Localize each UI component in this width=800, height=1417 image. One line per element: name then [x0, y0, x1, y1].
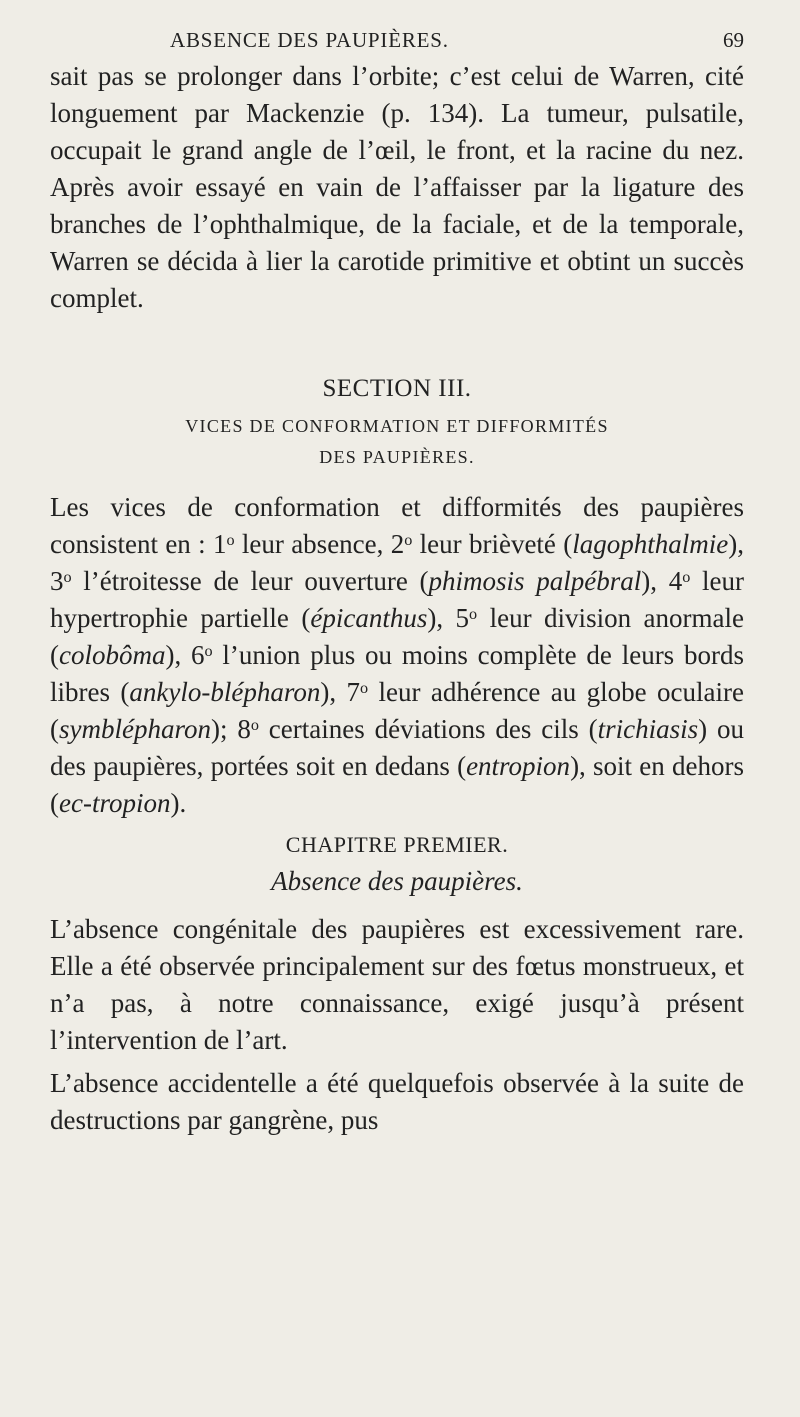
- text-run: ), 3: [50, 529, 744, 596]
- page-number: 69: [723, 28, 744, 52]
- degree-mark: o: [682, 567, 691, 586]
- running-title: ABSENCE DES PAUPIÈRES.: [170, 28, 449, 52]
- degree-mark: o: [226, 530, 235, 549]
- text-run: leur hypertrophie partielle (: [50, 566, 745, 633]
- text-run: leur absence, 2: [234, 529, 405, 559]
- chapter-title: CHAPITRE PREMIER.: [285, 832, 509, 857]
- section-subtitle-line1: VICES DE CONFORMATION ET DIFFORMITÉS: [185, 416, 609, 436]
- text-run: ), 4: [641, 566, 683, 596]
- term-italic: phimosis palpébral: [428, 566, 642, 596]
- paragraph-congenital-absence: L’absence congénitale des paupières est excessivement rare. Elle a été observée principalement sur des fœtus monstrueux, et n’a pas, à notre connaissance, exigé jusqu’à présent l’intervention de l’art.: [50, 914, 744, 1055]
- text-run: ), 5: [427, 603, 470, 633]
- term-italic: lagophthalmie: [572, 529, 729, 559]
- text-run: ) ou des paupières, portées soit en dedans (: [50, 714, 744, 781]
- term-italic: épicanthus: [310, 603, 428, 633]
- text-run: ).: [170, 788, 187, 818]
- degree-mark: o: [250, 715, 259, 734]
- term-italic: ec-tropion: [59, 788, 171, 818]
- text-run: ), soit en dehors (: [50, 751, 744, 818]
- degree-mark: o: [360, 678, 369, 697]
- text-run: l’union plus ou moins complète de leurs bords libres (: [50, 640, 744, 707]
- text-run: Les vices de conformation et difformités des paupières consistent en : 1: [50, 492, 744, 559]
- degree-mark: o: [204, 641, 213, 660]
- text-run: ), 7: [320, 677, 361, 707]
- text-run: l’étroitesse de leur ouverture (: [71, 566, 429, 596]
- section-title: SECTION III.: [322, 375, 472, 402]
- paragraph-warren: sait pas se prolonger dans l’orbite; c’est celui de Warren, cité longuement par Mackenzie (p. 134). La tumeur, pulsatile, occupait le grand angle de l’œil, le front, et la racine du nez. Après avoir essayé en vain de l’affaisser par la ligature des branches de l’ophthalmique, de la faciale, et de la temporale, Warren se décida à lier la carotide primitive et obtint un succès complet.: [50, 61, 744, 313]
- term-italic: entropion: [466, 751, 571, 781]
- paragraph-vices-list: [50, 489, 744, 822]
- book-page: [50, 20, 744, 1139]
- term-italic: trichiasis: [597, 714, 699, 744]
- chapter-subtitle: Absence des paupières.: [271, 866, 523, 896]
- text-run: ), 6: [165, 640, 205, 670]
- text-run: leur brièveté (: [412, 529, 573, 559]
- degree-mark: o: [404, 530, 413, 549]
- paragraph-accidental-absence: L’absence accidentelle a été quelquefois observée à la suite de destructions par gangrène, pus: [50, 1068, 744, 1135]
- degree-mark: o: [63, 567, 72, 586]
- section-subtitle: [50, 411, 744, 473]
- degree-mark: o: [469, 604, 478, 623]
- text-run: leur division anormale (: [50, 603, 744, 670]
- running-header: [50, 20, 744, 56]
- text-run: certaines déviations des cils (: [258, 714, 598, 744]
- section-subtitle-line2: DES PAUPIÈRES.: [319, 447, 475, 467]
- term-italic: symblépharon: [59, 714, 211, 744]
- text-run: leur adhérence au globe oculaire (: [50, 677, 745, 744]
- term-italic: ankylo-blépharon: [129, 677, 321, 707]
- term-italic: colobôma: [59, 640, 166, 670]
- text-run: ); 8: [210, 714, 251, 744]
